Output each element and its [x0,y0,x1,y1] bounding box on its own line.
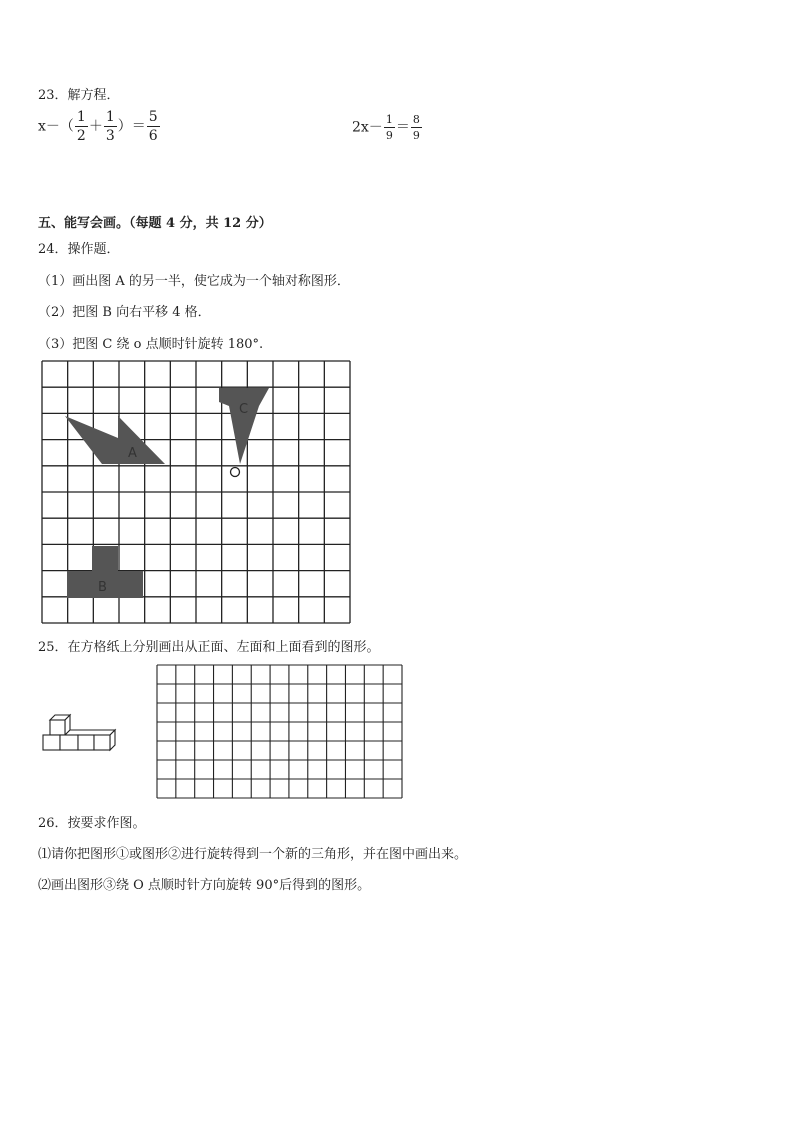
fraction-8-9: $\frac{8}{9}$ [412,113,420,142]
q24-grid-figure [40,358,356,626]
shape-a-label: A [128,446,137,461]
equation-1 [38,110,161,143]
fraction-1-3: $\frac{1}{3}$ [105,109,115,144]
fraction-1-2: $\frac{1}{2}$ [76,109,86,144]
fraction-5-6: $\frac{5}{6}$ [148,109,158,144]
q26-title: 26．按要求作图。 [38,816,146,831]
fraction-1-9: $\frac{1}{9}$ [385,113,393,142]
q24-step-2: （2）把图 B 向右平移 4 格． [38,305,211,320]
rotation-point-o [231,468,240,477]
q24-title: 24．操作题． [38,242,120,257]
eq1-plus: ＋ [88,118,103,135]
q25-title: 25．在方格纸上分别画出从正面、左面和上面看到的图形。 [38,640,380,655]
eq1-close: ）＝ [117,118,146,135]
q24-step-3: （3）把图 C 绕 o 点顺时针旋转 180°. [38,337,264,352]
q26-step-2: ⑵画出图形③绕 O 点顺时针方向旋转 90°后得到的图形。 [38,878,371,893]
eq1-prefix: x－（ [38,118,74,135]
shape-b-label: B [98,580,107,595]
cube-stack-figure [40,712,120,756]
equation-2 [352,114,423,141]
q23-title: 23．解方程． [38,88,120,103]
shape-c [219,388,269,464]
q25-answer-grid [155,663,405,800]
section-5-title: 五、能写会画。（每题 4 分，共 12 分） [38,216,272,231]
q26-step-1: ⑴请你把图形①或图形②进行旋转得到一个新的三角形，并在图中画出来。 [38,847,468,862]
q25-grid-lines [157,665,402,798]
eq2-equals: ＝ [395,119,410,136]
q24-step-1: （1）画出图 A 的另一半，使它成为一个轴对称图形． [38,274,350,289]
eq2-prefix: 2x－ [352,119,383,136]
shape-c-label: C [239,402,249,417]
